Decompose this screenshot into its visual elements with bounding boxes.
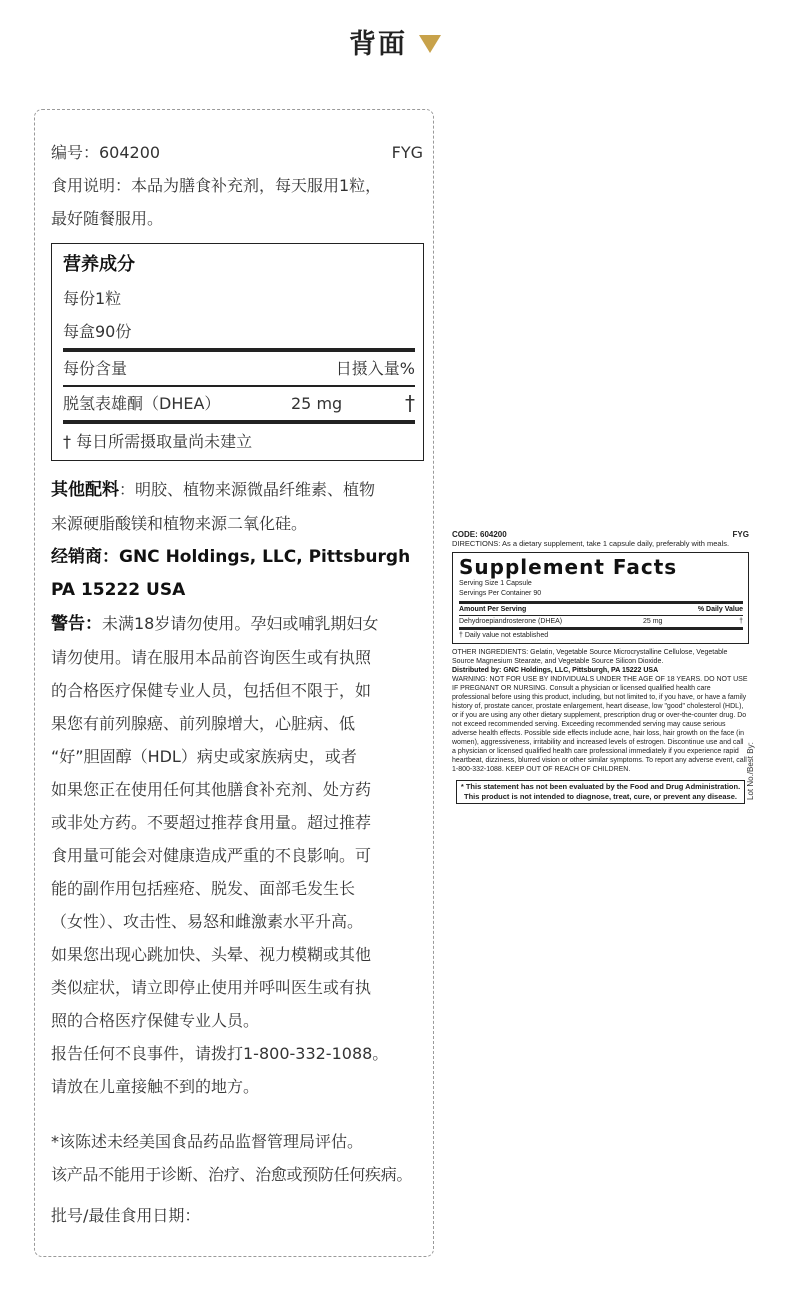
english-label: [452, 530, 749, 804]
zh-warning-line: “好”胆固醇（HDL）病史或家族病史，或者: [51, 747, 357, 766]
en-code: CODE: 604200: [452, 530, 507, 539]
en-ingredient-amount: 25 mg: [643, 618, 663, 625]
zh-warning-line: （女性）、攻击性、易怒和雌激素水平升高。: [51, 912, 364, 931]
zh-statement-2: 该产品不能用于诊断、治疗、治愈或预防任何疾病。: [51, 1165, 413, 1184]
zh-warning-line: 或非处方药。不要超过推荐食用量。超过推荐: [51, 813, 372, 832]
en-distributor: Distributed by: GNC Holdings, LLC, Pittsburgh, PA 15222 USA: [452, 667, 659, 674]
page-title-text: 背面: [349, 29, 407, 60]
en-sf-note: † Daily value not established: [459, 627, 743, 641]
zh-warning-line: 果您有前列腺癌、前列腺增大，心脏病、低: [51, 714, 356, 733]
zh-directions-2: 最好随餐服用。: [51, 209, 164, 228]
zh-code-right: FYG: [391, 143, 423, 162]
zh-warning-line: 能的副作用包括痤疮、脱发、面部毛发生长: [51, 879, 356, 898]
zh-statement-1: *该陈述未经美国食品药品监督管理局评估。: [51, 1132, 364, 1151]
zh-directions-1: 食用说明：本品为膳食补充剂，每天服用1粒，: [51, 176, 382, 195]
en-lot: Lot No./Best By:: [746, 742, 755, 800]
zh-serving-size: 每份1粒: [63, 289, 122, 308]
en-servings-per-container: Servings Per Container 90: [459, 590, 542, 597]
zh-ingredient-dv: †: [405, 391, 415, 415]
zh-warning-line: 的合格医疗保健专业人员，包括但不限于，如: [51, 681, 372, 700]
en-col-dv: % Daily Value: [697, 606, 743, 613]
en-code-right: FYG: [732, 530, 749, 539]
zh-ingredient-row: [63, 385, 415, 420]
zh-other-text-2: 来源硬脂酸镁和植物来源二氧化硅。: [51, 514, 308, 533]
chinese-label-content: [51, 136, 423, 1232]
en-col-amount: Amount Per Serving: [459, 606, 527, 613]
zh-warning-line: 报告任何不良事件，请拨打1-800-332-1088。: [51, 1044, 389, 1063]
en-directions: DIRECTIONS: As a dietary supplement, take 1 capsule daily, preferably with meals.: [452, 539, 730, 548]
zh-nutrition-header-row: [63, 348, 415, 385]
zh-warning-line: 如果您出现心跳加快、头晕、视力模糊或其他: [51, 945, 372, 964]
zh-dist-label: 经销商: [51, 547, 102, 567]
zh-code-row: [51, 136, 423, 169]
zh-servings-per-container: 每盒90份: [63, 322, 132, 341]
zh-warning-line: 请放在儿童接触不到的地方。: [51, 1077, 260, 1096]
en-statement-1: * This statement has not been evaluated by the Food and Drug Administration.: [460, 782, 741, 791]
en-sf-header-row: [459, 601, 743, 615]
zh-code: 编号：604200: [51, 143, 161, 162]
zh-dist-text-1: ：GNC Holdings, LLC, Pittsburgh: [102, 547, 411, 567]
en-statement-2: This product is not intended to diagnose, treat, cure, or prevent any disease.: [464, 792, 737, 801]
zh-warning-label: 警告：: [51, 614, 102, 634]
zh-warning-line: 照的合格医疗保健专业人员。: [51, 1011, 260, 1030]
zh-nutrition-table: [51, 243, 424, 461]
zh-nutrition-note: † 每日所需摄取量尚未建立: [63, 420, 415, 460]
zh-other-ingredients: [51, 473, 423, 540]
zh-warning-line: 类似症状，请立即停止使用并呼叫医生或有执: [51, 978, 372, 997]
zh-warning-line: 未满18岁请勿使用。孕妇或哺乳期妇女: [102, 614, 379, 633]
en-statement-box: [456, 780, 745, 804]
zh-nutrition-heading: 营养成分: [63, 254, 135, 275]
zh-warning-line: 请勿使用。请在服用本品前咨询医生或有执照: [51, 648, 372, 667]
zh-warning-line: 食用量可能会对健康造成严重的不良影响。可: [51, 846, 372, 865]
en-sf-heading: Supplement Facts: [459, 555, 678, 579]
en-ingredient-name: Dehydroepiandrosterone (DHEA): [459, 618, 563, 625]
en-other-ingredients: OTHER INGREDIENTS: Gelatin, Vegetable Source Microcrystalline Cellulose, Vegetable Source Magnesium Stearate, and Vegetable Source Silicon Dioxide.: [452, 649, 728, 665]
zh-distributor: [51, 540, 423, 607]
en-ingredient-dv: †: [739, 618, 743, 625]
zh-lot: 批号/最佳食用日期：: [51, 1206, 201, 1225]
en-supplement-facts: [452, 552, 749, 644]
chinese-label-card: [34, 109, 434, 1257]
en-serving-size: Serving Size 1 Capsule: [459, 580, 532, 587]
zh-dist-text-2: PA 15222 USA: [51, 580, 186, 600]
zh-warning: [51, 607, 423, 1103]
triangle-down-icon: [419, 35, 441, 53]
zh-statement: [51, 1125, 423, 1191]
zh-warning-line: 如果您正在使用任何其他膳食补充剂、处方药: [51, 780, 372, 799]
page-title: [0, 22, 790, 61]
en-warning: WARNING: NOT FOR USE BY INDIVIDUALS UNDER THE AGE OF 18 YEARS. DO NOT USE IF PREGNANT OR NURSING. Consult a physician or licensed qualified health care professional before using this product, including, but not limited to, if you have, or have a family history of, prostate cancer, prostate enlargement, heart disease, low "good" cholesterol (HDL), or if you are using any other dietary supplement, prescription drug or over-the-counter drug. Do not exceed recommended serving. Exceeding recommended serving may cause serious adverse health effects. Possible side effects include acne, hair loss, hair growth on the face (in women), aggressiveness, irritability and increased levels of estrogen. Discontinue use and call a physician or licensed qualified health care professional immediately if you experience rapid heartbeat, dizziness, blurred vision or other similar symptoms. To report any adverse event, call 1-800-332-1088. KEEP OUT OF REACH OF CHILDREN.: [452, 676, 748, 773]
zh-ingredient-amount: 25 mg: [291, 394, 343, 413]
en-code-row: [452, 530, 749, 539]
zh-col-amount: 每份含量: [63, 359, 128, 378]
zh-other-text-1: ：明胶、植物来源微晶纤维素、植物: [119, 480, 376, 499]
zh-ingredient-name: 脱氢表雄酮（DHEA）: [63, 394, 221, 413]
zh-other-label: 其他配料: [51, 480, 119, 500]
en-ingredient-row: [459, 615, 743, 627]
zh-col-dv: 日摄入量%: [335, 359, 415, 378]
